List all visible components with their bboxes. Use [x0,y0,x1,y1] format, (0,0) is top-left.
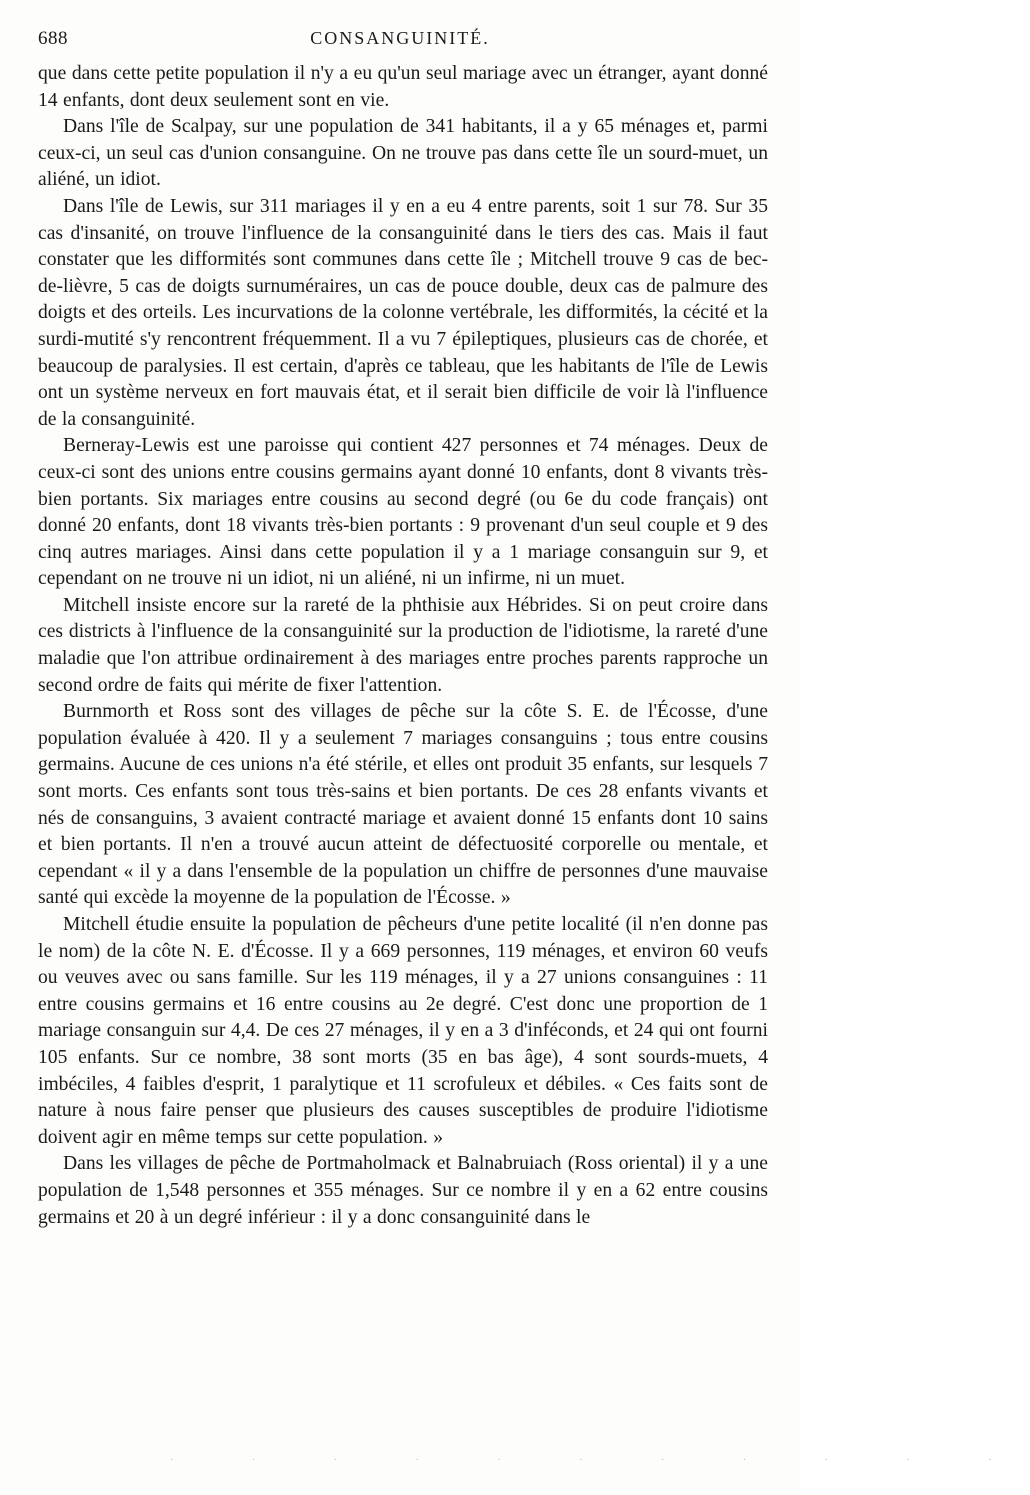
body-text [38,61,768,1231]
paragraph-pecheurs-ne: Mitchell étudie ensuite la population de pêcheurs d'une petite localité (il n'en donne pas le nom) de la côte N. E. d'Écosse. Il y a 669 personnes, 119 ménages, et environ 60 veufs ou veuves avec ou sans famille. Sur les 119 ménages, il y a 27 unions consanguines : 11 entre cousins germains et 16 entre cousins au 2e degré. C'est donc une proportion de 1 mariage consanguin sur 4,4. De ces 27 ménages, il y en a 3 d'inféconds, et 24 qui ont fourni 105 enfants. Sur ce nombre, 38 sont morts (35 en bas âge), 4 sont sourds-muets, 4 imbéciles, 4 faibles d'esprit, 1 paralytique et 11 scrofuleux et débiles. « Ces faits sont de nature à nous faire penser que plusieurs des causes susceptibles de produire l'idiotisme doivent agir en même temps sur cette population. » [38,914,768,1148]
page-header [38,28,762,58]
paragraph-phthisie: Mitchell insiste encore sur la rareté de la phthisie aux Hébrides. Si on peut croire dans ces districts à l'influence de la consanguinité sur la production de l'idiotisme, la rareté d'une maladie que l'on attribue ordinairement à des mariages entre proches parents rapproche un second ordre de faits qui mérite de fixer l'attention. [38,594,768,696]
paragraph-scalpay: Dans l'île de Scalpay, sur une population de 341 habitants, il a y 65 ménages et, parmi ceux-ci, un seul cas d'union consanguine. On ne trouve pas dans cette île un sourd-muet, un aliéné, un idiot. [38,116,768,191]
paragraph-portmaholmack: Dans les villages de pêche de Portmaholmack et Balnabruiach (Ross oriental) il y a une population de 1,548 personnes et 355 ménages. Sur ce nombre il y en a 62 entre cousins germains et 20 à un degré inférieur : il y a donc consanguinité dans le [38,1153,768,1228]
running-title: CONSANGUINITÉ. [310,28,490,48]
paragraph-continuation: que dans cette petite population il n'y a eu qu'un seul mariage avec un étranger, ayant donné 14 enfants, dont deux seulement sont en vie. [38,63,768,111]
paragraph-berneray-lewis: Berneray-Lewis est une paroisse qui contient 427 personnes et 74 ménages. Deux de ceux-ci sont des unions entre cousins germains ayant donné 10 enfants, dont 8 vivants très-bien portants. Six mariages entre cousins au second degré (ou 6e du code français) ont donné 20 enfants, dont 18 vivants très-bien portants : 9 provenant d'un seul couple et 9 des cinq autres mariages. Ainsi dans cette population il y a 1 mariage consanguin sur 9, et cependant on ne trouve ni un idiot, ni un aliéné, ni un infirme, ni un muet. [38,435,768,590]
page-number: 688 [38,28,68,49]
paragraph-burnmorth-ross: Burnmorth et Ross sont des villages de pêche sur la côte S. E. de l'Écosse, d'une population évaluée à 420. Il y a seulement 7 mariages consanguins ; tous entre cousins germains. Aucune de ces unions n'a été stérile, et elles ont produit 35 enfants, sur lesquels 7 sont morts. Ces enfants sont tous très-sains et bien portants. De ces 28 enfants vivants et nés de consanguins, 3 avaient contracté mariage et avaient donné 15 enfants dont 10 sains et bien portants. Il n'en a trouvé aucun atteint de défectuosité corporelle ou mentale, et cependant « il y a dans l'ensemble de la population un chiffre de personnes d'une mauvaise santé qui excède la moyenne de la population de l'Écosse. » [38,701,768,909]
paragraph-lewis: Dans l'île de Lewis, sur 311 mariages il y en a eu 4 entre parents, soit 1 sur 78. Sur 35 cas d'insanité, on trouve l'influence de la consanguinité dans le tiers des cas. Mais il faut constater que les difformités sont communes dans cette île ; Mitchell trouve 9 cas de bec-de-lièvre, 5 cas de doigts surnuméraires, un cas de pouce double, deux cas de palmure des doigts et des orteils. Les incurvations de la colonne vertébrale, les difformités, la cécité et la surdi-mutité s'y rencontrent fréquemment. Il a vu 7 épileptiques, plusieurs cas de chorée, et beaucoup de paralysies. Il est certain, d'après ce tableau, que les habitants de l'île de Lewis ont un système nerveux en fort mauvais état, et il serait bien difficile de voir là l'influence de la consanguinité. [38,195,768,430]
scan-specks: · · · · · · · · · · · [170,1455,1030,1466]
